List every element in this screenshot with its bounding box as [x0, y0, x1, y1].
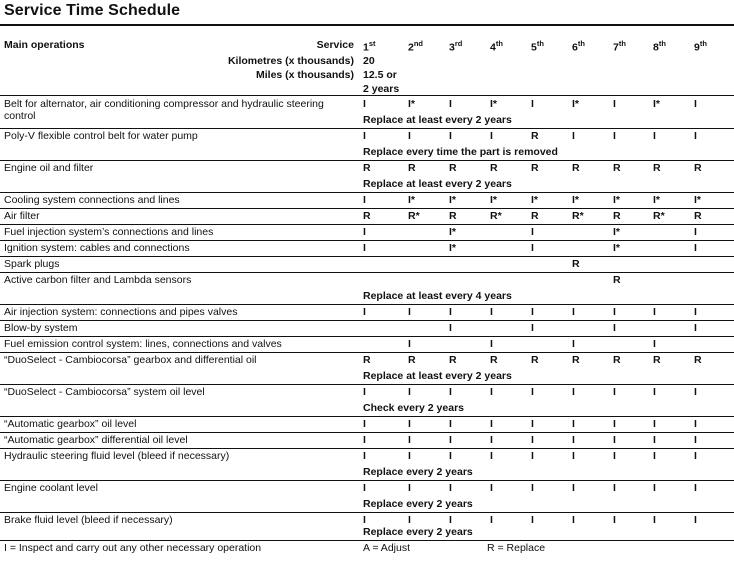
legend-adjust: A = Adjust — [363, 542, 410, 554]
legend-replace: R = Replace — [487, 542, 546, 554]
service-cell: R* — [490, 210, 502, 222]
service-cell: R — [490, 354, 498, 366]
table-row — [0, 225, 734, 241]
service-cell: I — [531, 482, 534, 494]
operation-label: Brake fluid level (bleed if necessary) — [4, 514, 173, 526]
miles-value-years: 2 years — [363, 83, 400, 95]
operation-label-continued: control — [4, 110, 36, 122]
service-cell: I — [613, 98, 616, 110]
operation-label: “Automatic gearbox” differential oil level — [4, 434, 188, 446]
service-cell: I — [613, 322, 616, 334]
service-cell: I — [408, 482, 411, 494]
service-cell: I* — [613, 194, 621, 206]
service-cell: R — [408, 162, 416, 174]
service-cell: I — [653, 338, 656, 350]
service-cell: I — [572, 482, 575, 494]
operation-label: “DuoSelect - Cambiocorsa” system oil level — [4, 386, 205, 398]
table-row — [0, 161, 734, 193]
service-cell: I — [363, 514, 366, 526]
legend-inspect: I = Inspect and carry out any other necessary operation — [4, 542, 262, 554]
table-row — [0, 257, 734, 273]
replacement-note: Replace every time the part is removed — [363, 146, 558, 158]
service-cell: I — [449, 98, 452, 110]
service-cell: I — [531, 306, 534, 318]
service-cell: I — [694, 130, 697, 142]
table-row — [0, 449, 734, 481]
service-cell: I — [408, 434, 411, 446]
service-cell: I — [531, 98, 534, 110]
service-cell: I — [490, 386, 493, 398]
service-cell: R — [449, 210, 457, 222]
table-row — [0, 321, 734, 337]
service-cell: I — [694, 226, 697, 238]
table-row — [0, 209, 734, 225]
service-cell: I — [531, 386, 534, 398]
operation-label: Hydraulic steering fluid level (bleed if necessary) — [4, 450, 230, 462]
replacement-note: Replace at least every 2 years — [363, 178, 512, 190]
operation-label: Engine coolant level — [4, 482, 98, 494]
service-cell: I — [531, 418, 534, 430]
service-cell: I — [531, 242, 534, 254]
table-header — [0, 34, 734, 94]
operation-label: Fuel emission control system: lines, connections and valves — [4, 338, 282, 350]
operation-label: Spark plugs — [4, 258, 60, 270]
service-cell: R — [613, 354, 621, 366]
service-cell: R — [363, 210, 371, 222]
service-cell: R — [653, 354, 661, 366]
service-cell: I — [653, 130, 656, 142]
service-number-1: 1st — [363, 39, 376, 54]
service-cell: R* — [572, 210, 584, 222]
service-number-3: 3rd — [449, 39, 463, 54]
service-cell: I — [694, 98, 697, 110]
operation-label: Ignition system: cables and connections — [4, 242, 190, 254]
table-row — [0, 337, 734, 353]
service-cell: I* — [653, 98, 661, 110]
service-cell: I — [613, 434, 616, 446]
service-cell: R — [490, 162, 498, 174]
service-cell: I — [363, 194, 366, 206]
service-cell: I — [363, 386, 366, 398]
table-row — [0, 385, 734, 417]
service-cell: I — [449, 434, 452, 446]
service-cell: I — [694, 418, 697, 430]
service-cell: I — [363, 226, 366, 238]
service-cell: I* — [531, 194, 539, 206]
service-cell: I — [363, 306, 366, 318]
service-cell: R — [653, 162, 661, 174]
replacement-note: Replace every 2 years — [363, 498, 473, 510]
service-cell: I* — [408, 98, 416, 110]
operation-label: “Automatic gearbox” oil level — [4, 418, 137, 430]
service-cell: I — [363, 242, 366, 254]
service-number-2: 2nd — [408, 39, 424, 54]
service-cell: R — [531, 130, 539, 142]
service-cell: I — [613, 418, 616, 430]
service-cell: I — [572, 338, 575, 350]
service-cell: R — [531, 210, 539, 222]
service-cell: I — [449, 418, 452, 430]
service-cell: R — [531, 354, 539, 366]
service-number-8: 8th — [653, 39, 666, 54]
operation-label: Belt for alternator, air conditioning compressor and hydraulic steering — [4, 98, 324, 110]
service-cell: I — [490, 514, 493, 526]
service-cell: I — [613, 306, 616, 318]
replacement-note: Replace at least every 2 years — [363, 114, 512, 126]
service-cell: I — [490, 130, 493, 142]
service-cell: I — [363, 418, 366, 430]
table-row — [0, 433, 734, 449]
km-value: 20 — [363, 55, 375, 67]
service-cell: I — [653, 450, 656, 462]
service-cell: I — [490, 482, 493, 494]
table-row — [0, 513, 734, 541]
service-cell: I — [653, 418, 656, 430]
service-cell: I — [449, 322, 452, 334]
service-cell: I — [449, 514, 452, 526]
operation-label: Engine oil and filter — [4, 162, 94, 174]
service-cell: I — [694, 306, 697, 318]
service-label: Service — [316, 39, 354, 51]
service-cell: I* — [449, 242, 457, 254]
service-cell: I — [613, 130, 616, 142]
service-cell: I — [531, 514, 534, 526]
replacement-note: Replace every 2 years — [363, 466, 473, 478]
service-cell: I — [613, 450, 616, 462]
service-cell: I — [694, 434, 697, 446]
table-row — [0, 353, 734, 385]
service-cell: I — [363, 434, 366, 446]
service-cell: R* — [653, 210, 665, 222]
service-cell: I — [363, 98, 366, 110]
service-cell: I* — [490, 98, 498, 110]
service-cell: I — [653, 434, 656, 446]
service-cell: I — [694, 242, 697, 254]
service-cell: I — [408, 514, 411, 526]
service-cell: I — [363, 482, 366, 494]
service-cell: I — [363, 130, 366, 142]
service-cell: I — [449, 450, 452, 462]
service-cell: I — [572, 514, 575, 526]
service-cell: I — [653, 514, 656, 526]
service-cell: R — [694, 354, 702, 366]
service-cell: I* — [490, 194, 498, 206]
km-label: Kilometres (x thousands) — [227, 55, 354, 67]
service-cell: I* — [449, 226, 457, 238]
service-cell: I — [694, 514, 697, 526]
header-divider — [0, 95, 734, 96]
service-cell: R — [613, 162, 621, 174]
table-row — [0, 97, 734, 129]
replacement-note: Replace at least every 4 years — [363, 290, 512, 302]
service-cell: I — [531, 434, 534, 446]
service-cell: I — [613, 514, 616, 526]
service-cell: I* — [613, 242, 621, 254]
service-cell: I — [694, 482, 697, 494]
service-cell: R — [613, 274, 621, 286]
service-cell: I — [490, 418, 493, 430]
service-cell: I — [694, 322, 697, 334]
service-cell: I — [531, 322, 534, 334]
miles-label: Miles (x thousands) — [255, 69, 354, 81]
service-cell: R — [572, 258, 580, 270]
operation-label: Blow-by system — [4, 322, 78, 334]
table-row — [0, 481, 734, 513]
service-cell: I — [694, 386, 697, 398]
service-cell: I — [408, 386, 411, 398]
operation-label: Air injection system: connections and pipes valves — [4, 306, 238, 318]
service-cell: I* — [694, 194, 702, 206]
replacement-note: Replace every 2 years — [363, 526, 473, 538]
service-cell: R — [572, 354, 580, 366]
row-divider — [0, 540, 734, 541]
service-cell: I* — [572, 194, 580, 206]
service-cell: I — [572, 306, 575, 318]
service-cell: I — [653, 306, 656, 318]
miles-value: 12.5 or — [363, 69, 397, 81]
service-cell: I — [572, 130, 575, 142]
service-cell: I* — [449, 194, 457, 206]
service-cell: R — [363, 162, 371, 174]
service-cell: R — [363, 354, 371, 366]
service-cell: I — [490, 450, 493, 462]
service-cell: I — [572, 434, 575, 446]
table-row — [0, 273, 734, 305]
service-cell: I — [531, 450, 534, 462]
table-row — [0, 417, 734, 433]
table-row — [0, 305, 734, 321]
service-cell: I — [653, 386, 656, 398]
service-cell: I* — [572, 98, 580, 110]
service-cell: R — [613, 210, 621, 222]
service-number-5: 5th — [531, 39, 544, 54]
table-row — [0, 241, 734, 257]
service-cell: R* — [408, 210, 420, 222]
operation-label: Active carbon filter and Lambda sensors — [4, 274, 192, 286]
table-row — [0, 129, 734, 161]
service-cell: I — [490, 306, 493, 318]
table-row — [0, 193, 734, 209]
service-cell: I — [408, 418, 411, 430]
service-cell: I — [653, 482, 656, 494]
main-operations-heading: Main operations — [4, 39, 85, 51]
service-cell: I — [531, 226, 534, 238]
operation-label: Poly-V flexible control belt for water pump — [4, 130, 198, 142]
service-cell: R — [531, 162, 539, 174]
service-cell: I — [408, 306, 411, 318]
operation-label: Air filter — [4, 210, 40, 222]
service-cell: R — [449, 354, 457, 366]
service-cell: R — [694, 162, 702, 174]
operation-label: Fuel injection system’s connections and lines — [4, 226, 214, 238]
service-cell: I* — [653, 194, 661, 206]
page-title: Service Time Schedule — [4, 2, 181, 19]
service-number-9: 9th — [694, 39, 707, 54]
service-number-7: 7th — [613, 39, 626, 54]
service-cell: I — [572, 386, 575, 398]
service-cell: R — [449, 162, 457, 174]
service-cell: I — [408, 130, 411, 142]
service-cell: I — [572, 418, 575, 430]
service-cell: I — [449, 306, 452, 318]
service-cell: I — [613, 386, 616, 398]
service-cell: I — [408, 338, 411, 350]
service-cell: I — [449, 130, 452, 142]
service-number-6: 6th — [572, 39, 585, 54]
service-cell: I — [363, 450, 366, 462]
replacement-note: Check every 2 years — [363, 402, 464, 414]
service-cell: I — [449, 386, 452, 398]
replacement-note: Replace at least every 2 years — [363, 370, 512, 382]
service-cell: I — [490, 434, 493, 446]
service-cell: I — [694, 450, 697, 462]
service-cell: I — [490, 338, 493, 350]
service-cell: R — [694, 210, 702, 222]
title-underline — [0, 24, 734, 26]
service-cell: I — [613, 482, 616, 494]
service-cell: I — [449, 482, 452, 494]
operation-label: “DuoSelect - Cambiocorsa” gearbox and differential oil — [4, 354, 257, 366]
service-number-4: 4th — [490, 39, 503, 54]
service-cell: R — [408, 354, 416, 366]
service-cell: I* — [408, 194, 416, 206]
service-cell: I — [408, 450, 411, 462]
service-cell: R — [572, 162, 580, 174]
service-cell: I — [572, 450, 575, 462]
operation-label: Cooling system connections and lines — [4, 194, 180, 206]
service-cell: I* — [613, 226, 621, 238]
